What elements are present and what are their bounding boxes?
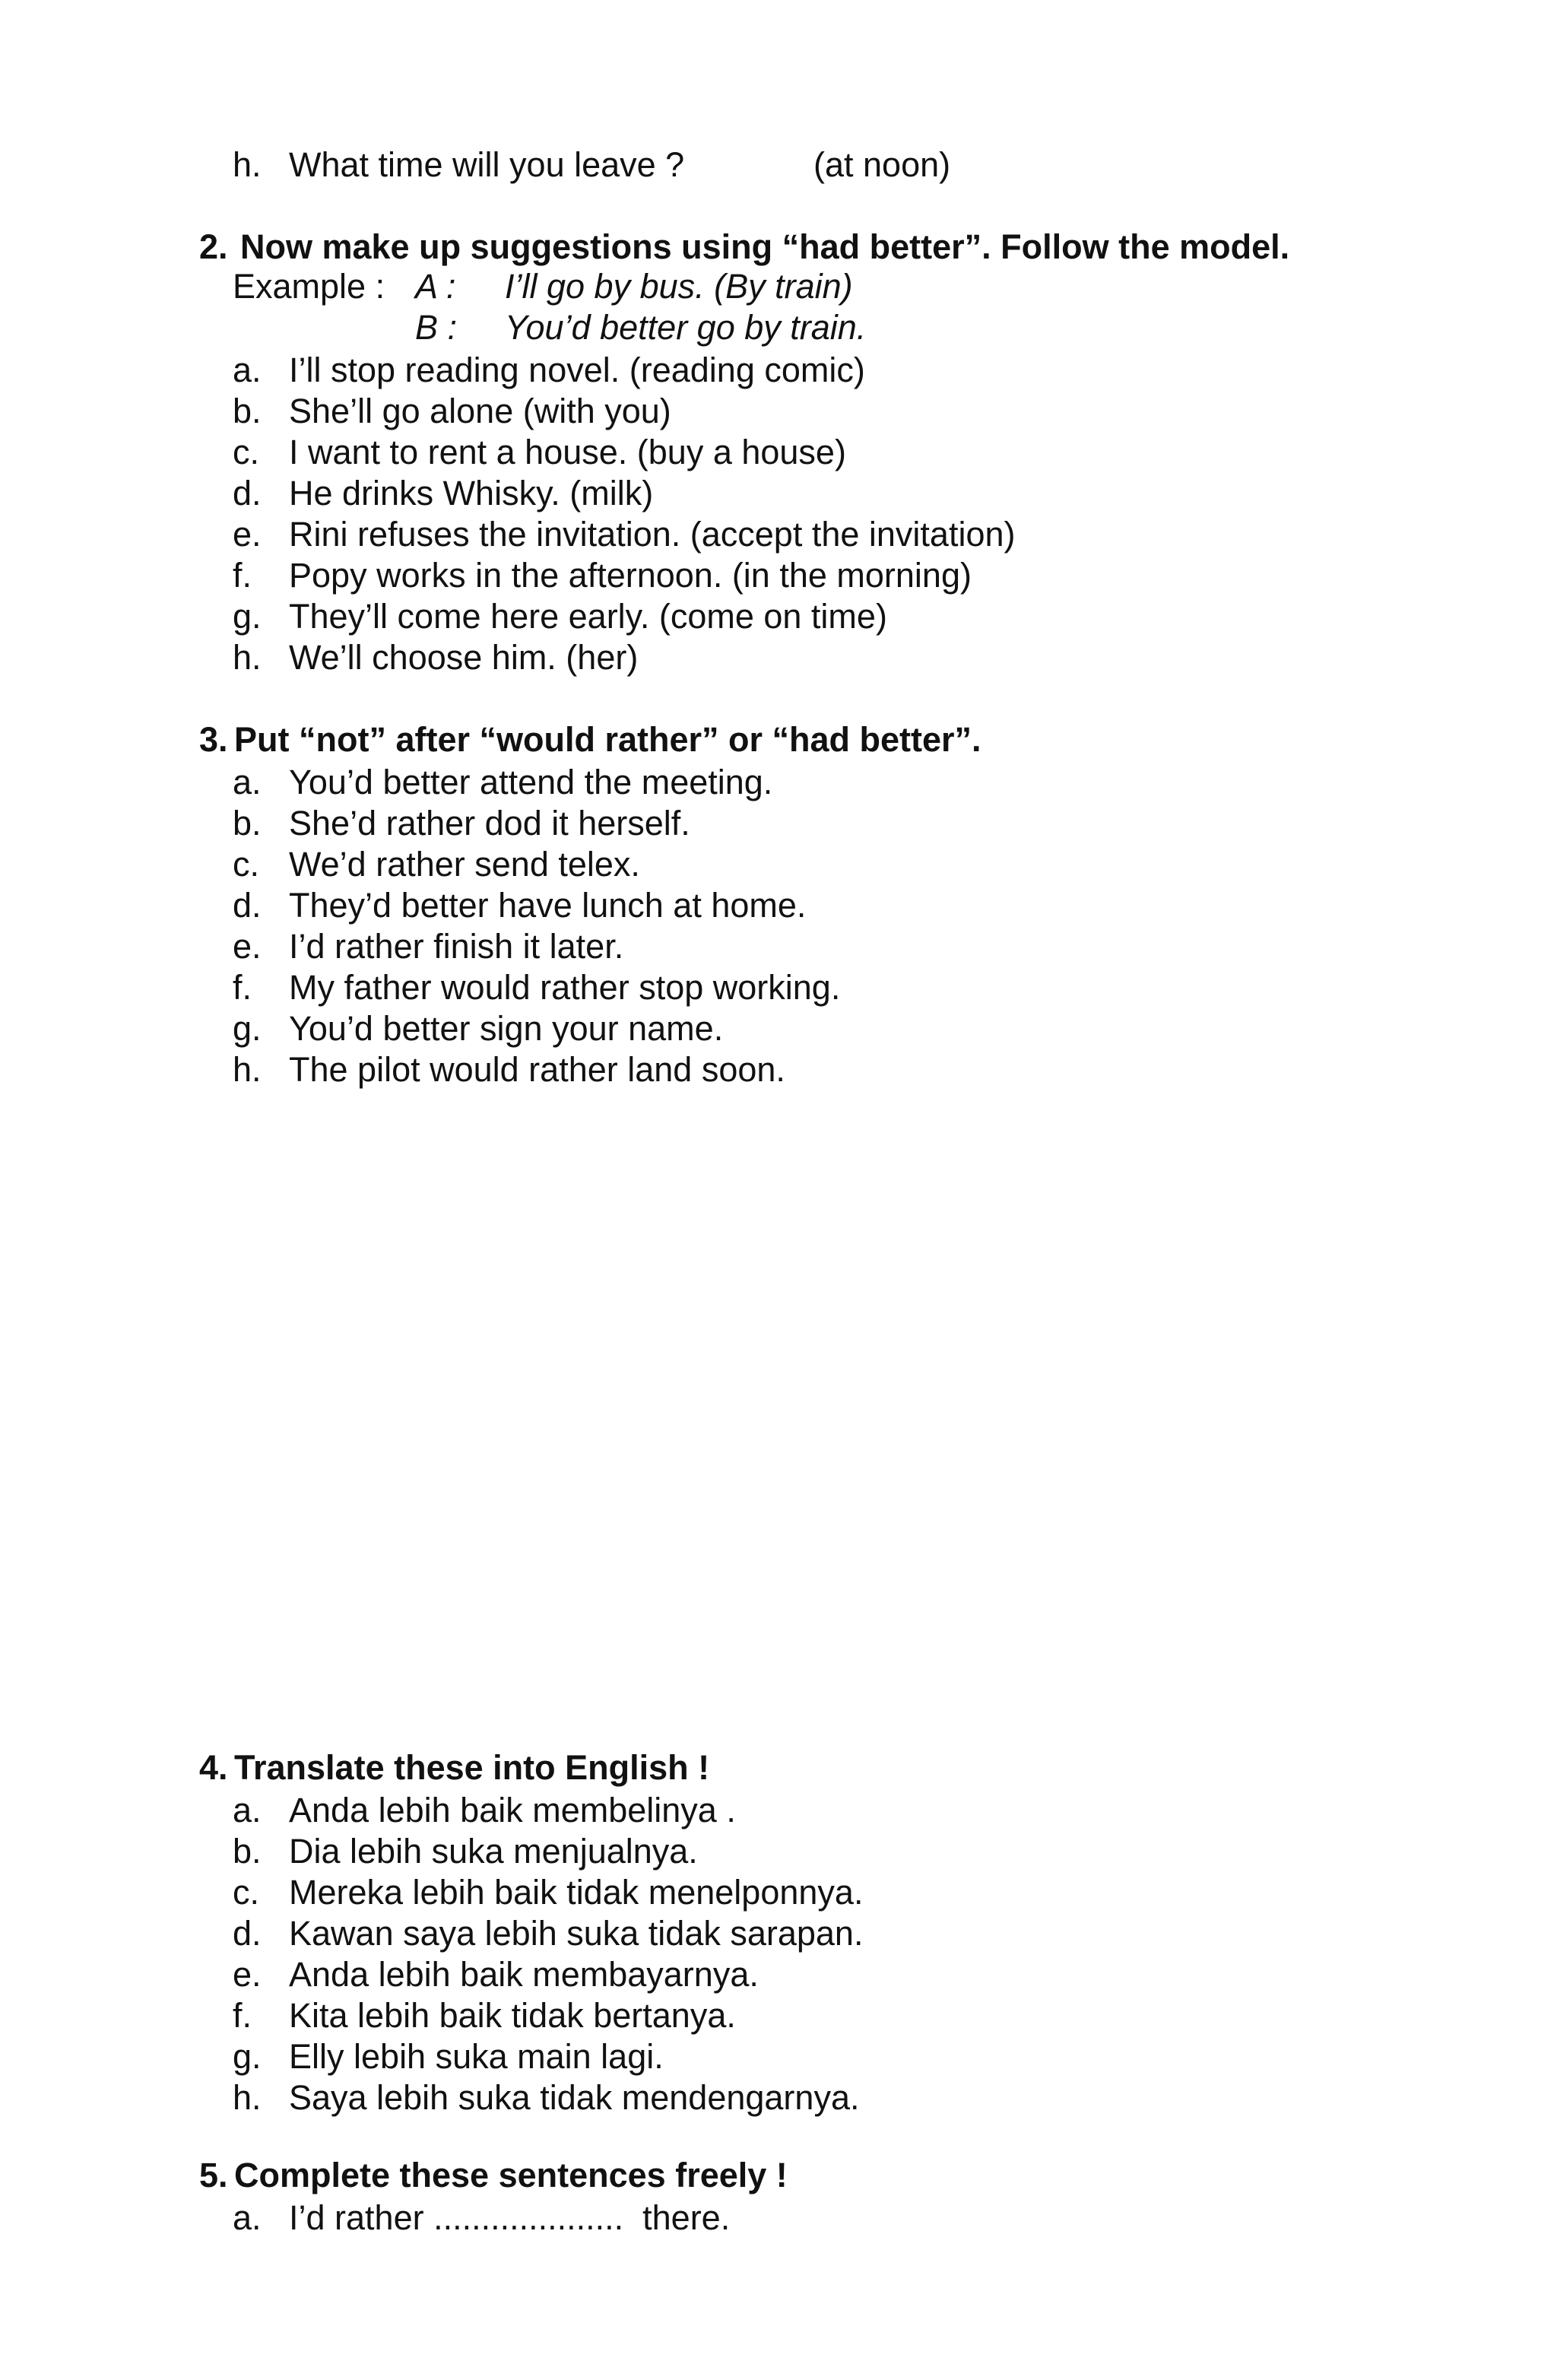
item-letter: f.: [233, 968, 252, 1007]
item-letter: h.: [233, 1050, 262, 1089]
item-text: Kita lebih baik tidak bertanya.: [289, 1996, 736, 2035]
item-text: Elly lebih suka main lagi.: [289, 2037, 664, 2076]
item-letter: b.: [233, 804, 262, 843]
item-text: They’d better have lunch at home.: [289, 886, 807, 925]
item-letter: g.: [233, 1009, 262, 1048]
item-letter: a.: [233, 1791, 262, 1829]
item-letter: a.: [233, 351, 262, 389]
section-number: 5.: [199, 2156, 228, 2194]
item-letter: b.: [233, 392, 262, 430]
item-text: Popy works in the afternoon. (in the morning): [289, 556, 972, 595]
item-letter: e.: [233, 927, 262, 966]
item-text: Anda lebih baik membayarnya.: [289, 1955, 759, 1994]
item-text: Kawan saya lebih suka tidak sarapan.: [289, 1914, 864, 1953]
item-letter: f.: [233, 1996, 252, 2035]
item-text: I’d rather .................... there.: [289, 2198, 731, 2237]
item-text: I’ll stop reading novel. (reading comic): [289, 351, 865, 389]
section-title: Put “not” after “would rather” or “had better”.: [234, 720, 981, 759]
section-title: Translate these into English !: [234, 1748, 710, 1787]
item-letter: h.: [233, 145, 262, 184]
item-text: He drinks Whisky. (milk): [289, 474, 654, 512]
section-title: Complete these sentences freely !: [234, 2156, 788, 2194]
item-letter: c.: [233, 1873, 260, 1912]
item-letter: a.: [233, 2198, 262, 2237]
item-letter: g.: [233, 2037, 262, 2076]
item-text: Anda lebih baik membelinya .: [289, 1791, 736, 1829]
item-text: The pilot would rather land soon.: [289, 1050, 785, 1089]
example-b-label: B :: [415, 308, 458, 347]
item-text: We’ll choose him. (her): [289, 638, 639, 677]
item-letter: h.: [233, 638, 262, 677]
item-text: Saya lebih suka tidak mendengarnya.: [289, 2078, 860, 2117]
item-letter: a.: [233, 763, 262, 801]
item-text: Rini refuses the invitation. (accept the invitation): [289, 515, 1016, 554]
item-cue: (at noon): [813, 145, 951, 184]
item-text: You’d better attend the meeting.: [289, 763, 773, 801]
item-letter: d.: [233, 474, 262, 512]
item-text: You’d better sign your name.: [289, 1009, 724, 1048]
item-text: She’ll go alone (with you): [289, 392, 671, 430]
item-text: We’d rather send telex.: [289, 845, 640, 884]
example-b-text: You’d better go by train.: [505, 308, 867, 347]
item-text: She’d rather dod it herself.: [289, 804, 690, 843]
item-letter: d.: [233, 1914, 262, 1953]
item-text: Dia lebih suka menjualnya.: [289, 1832, 698, 1871]
item-letter: e.: [233, 1955, 262, 1994]
example-a-label: A :: [415, 267, 456, 306]
example-label: Example :: [233, 267, 385, 306]
item-letter: d.: [233, 886, 262, 925]
section-number: 4.: [199, 1748, 228, 1787]
item-letter: h.: [233, 2078, 262, 2117]
item-letter: b.: [233, 1832, 262, 1871]
item-letter: g.: [233, 597, 262, 636]
item-text: I’d rather finish it later.: [289, 927, 624, 966]
item-text: They’ll come here early. (come on time): [289, 597, 887, 636]
item-letter: c.: [233, 433, 260, 471]
example-a-text: I’ll go by bus. (By train): [505, 267, 853, 306]
item-letter: e.: [233, 515, 262, 554]
item-letter: f.: [233, 556, 252, 595]
item-text: Mereka lebih baik tidak menelponnya.: [289, 1873, 864, 1912]
section-number: 2.: [199, 227, 228, 266]
item-letter: c.: [233, 845, 260, 884]
item-text: My father would rather stop working.: [289, 968, 841, 1007]
item-text: I want to rent a house. (buy a house): [289, 433, 846, 471]
item-text: What time will you leave ?: [289, 145, 685, 184]
section-number: 3.: [199, 720, 228, 759]
section-title: Now make up suggestions using “had better”. Follow the model.: [240, 227, 1290, 266]
